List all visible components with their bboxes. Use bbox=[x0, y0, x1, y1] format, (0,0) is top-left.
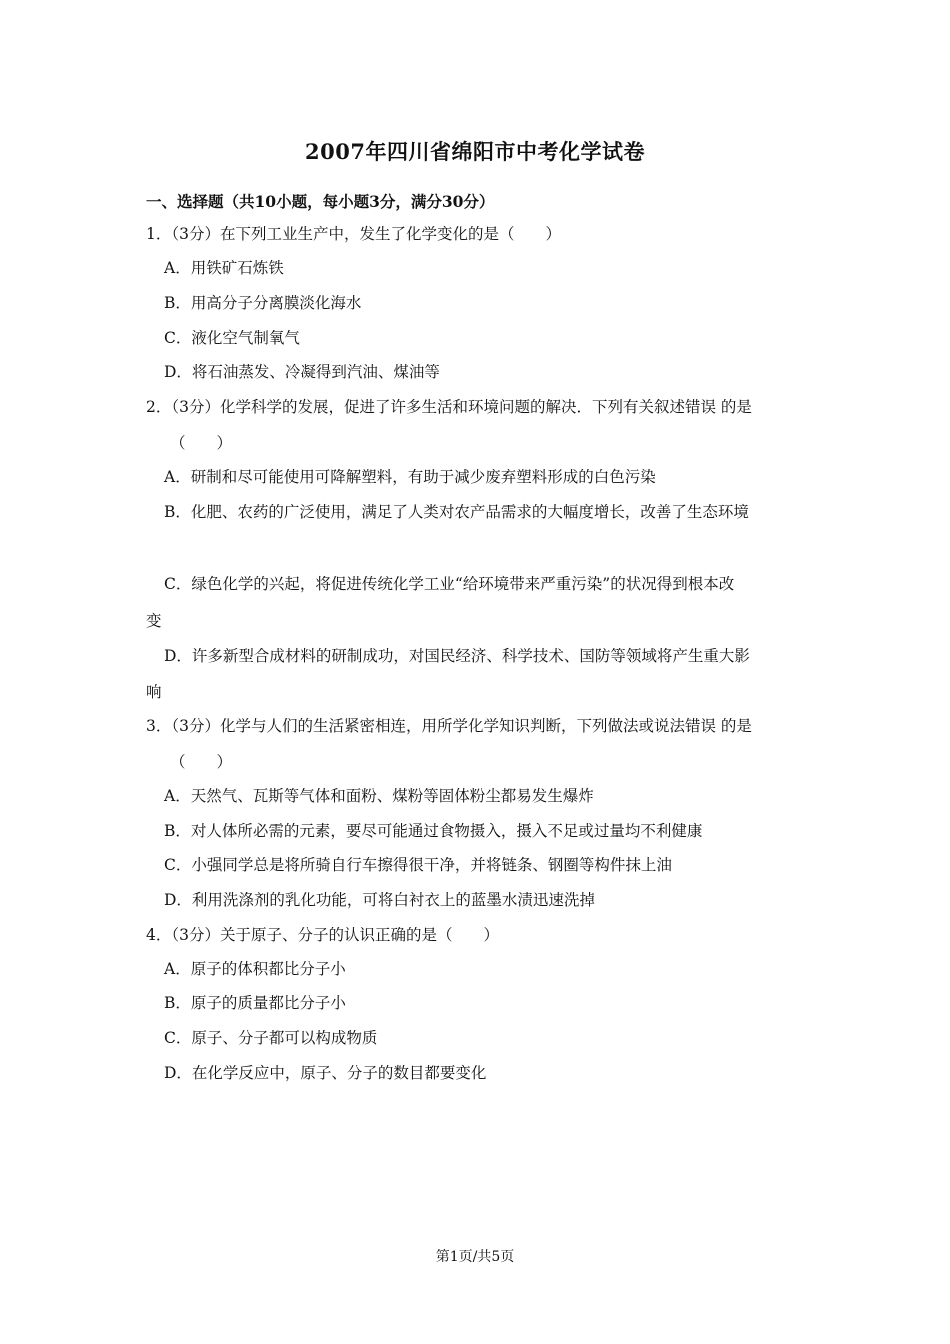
question-1-option-c: C．液化空气制氧气 bbox=[164, 329, 300, 347]
question-1-option-d: D．将石油蒸发、冷凝得到汽油、煤油等 bbox=[164, 363, 440, 381]
question-1-option-a: A．用铁矿石炼铁 bbox=[164, 259, 284, 277]
question-1-option-b: B．用高分子分离膜淡化海水 bbox=[164, 294, 362, 312]
question-2-option-d-cont: 响 bbox=[146, 683, 162, 701]
question-2-stem-cont: （ ） bbox=[170, 434, 233, 452]
exam-title: 2007年四川省绵阳市中考化学试卷 bbox=[305, 139, 645, 164]
page-footer: 第1页/共5页 bbox=[435, 1249, 515, 1265]
section-heading: 一、选择题（共10小题，每小题3分，满分30分） bbox=[146, 192, 495, 211]
question-3-option-c: C．小强同学总是将所骑自行车擦得很干净，并将链条、钢圈等构件抹上油 bbox=[164, 856, 672, 874]
question-4-option-a: A．原子的体积都比分子小 bbox=[164, 960, 346, 978]
question-2-option-c: C．绿色化学的兴起，将促进传统化学工业“给环境带来严重污染”的状况得到根本改 bbox=[164, 575, 735, 593]
question-2-option-a: A．研制和尽可能使用可降解塑料，有助于减少废弃塑料形成的白色污染 bbox=[164, 468, 656, 486]
question-3-option-d: D．利用洗涤剂的乳化功能，可将白衬衣上的蓝墨水渍迅速洗掉 bbox=[164, 891, 595, 909]
question-4-option-c: C．原子、分子都可以构成物质 bbox=[164, 1029, 378, 1047]
question-2-option-b: B．化肥、农药的广泛使用，满足了人类对农产品需求的大幅度增长，改善了生态环境 bbox=[164, 503, 749, 521]
question-3-stem-cont: （ ） bbox=[170, 753, 233, 771]
question-3-stem: 3．（3分）化学与人们的生活紧密相连，用所学化学知识判断，下列做法或说法错误 的是 bbox=[146, 717, 752, 735]
question-2-option-c-cont: 变 bbox=[146, 612, 162, 630]
question-3-option-b: B．对人体所必需的元素，要尽可能通过食物摄入，摄入不足或过量均不利健康 bbox=[164, 822, 703, 840]
question-3-option-a: A．天然气、瓦斯等气体和面粉、煤粉等固体粉尘都易发生爆炸 bbox=[164, 787, 594, 805]
question-2-stem: 2．（3分）化学科学的发展，促进了许多生活和环境问题的解决．下列有关叙述错误 的是 bbox=[146, 398, 752, 416]
question-4-option-d: D．在化学反应中，原子、分子的数目都要变化 bbox=[164, 1064, 487, 1082]
question-2-option-d: D．许多新型合成材料的研制成功，对国民经济、科学技术、国防等领域将产生重大影 bbox=[164, 647, 750, 665]
question-4-option-b: B．原子的质量都比分子小 bbox=[164, 994, 346, 1012]
question-4-stem: 4．（3分）关于原子、分子的认识正确的是（ ） bbox=[146, 926, 499, 944]
question-1-stem: 1．（3分）在下列工业生产中，发生了化学变化的是（ ） bbox=[146, 225, 561, 243]
